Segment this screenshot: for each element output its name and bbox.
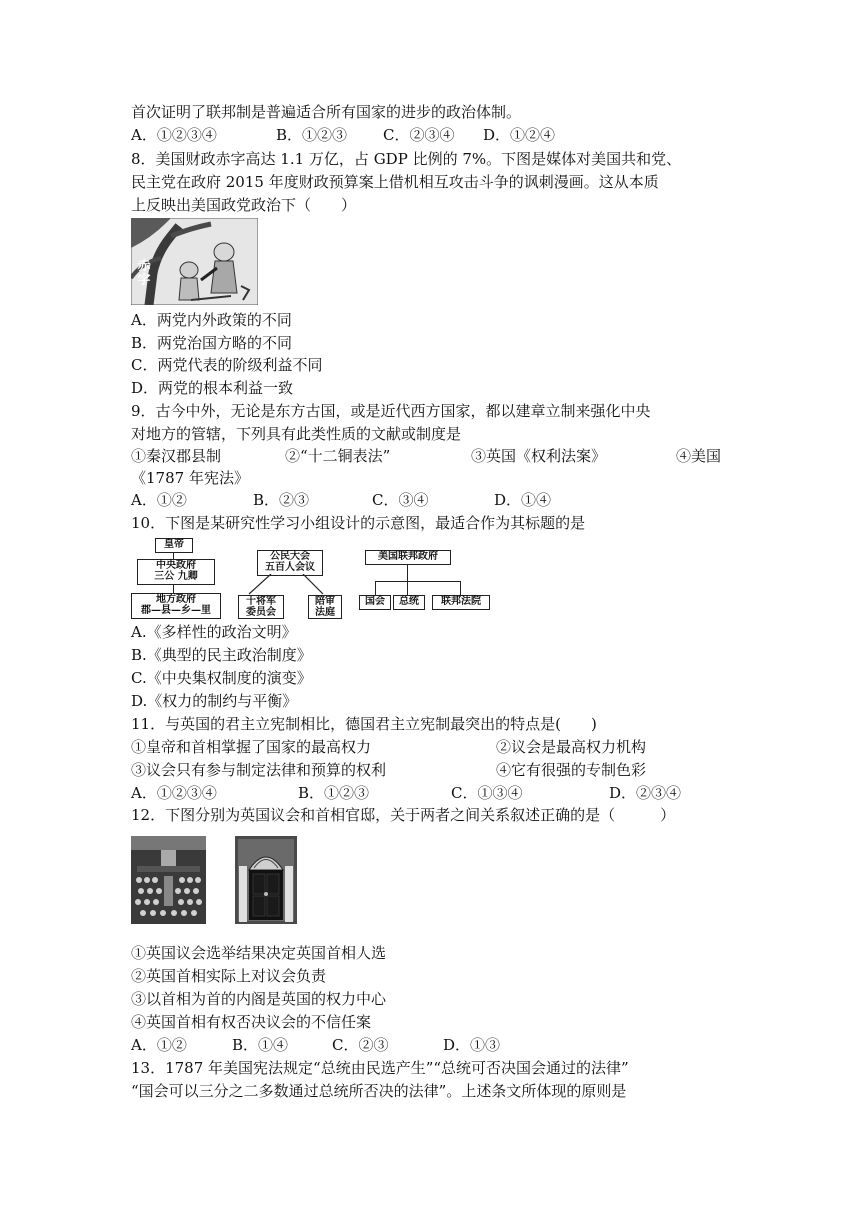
q11-item-3: ③议会只有参与制定法律和预算的权利 — [131, 761, 387, 779]
q12-stem: 12．下图分别为英国议会和首相官邸，关于两者之间关系叙述正确的是（ ） — [131, 806, 676, 824]
d1-central-line1: 中央政府 — [156, 560, 196, 571]
q11-item-4: ④它有很强的专制色彩 — [496, 761, 647, 779]
q8-stem-line1: 8．美国财政赤字高达 1.1 万亿，占 GDP 比例的 7%。下图是媒体对美国共和党、 — [131, 150, 682, 168]
q9-option-c: C．③④ — [372, 491, 429, 509]
parliament-photo — [131, 836, 206, 924]
d2-assembly-line2: 五百人会议 — [265, 562, 315, 573]
d3-court-box: 联邦法院 — [432, 595, 490, 610]
d1-local-line2: 郡—县—乡—里 — [141, 605, 211, 616]
q8-option-d: D．两党的根本利益一致 — [131, 379, 294, 397]
q9-item-3: ③英国《权利法案》 — [471, 447, 607, 465]
q8-option-b: B．两党治国方略的不同 — [131, 334, 293, 352]
q9-option-a: A．①② — [131, 491, 187, 509]
q13-stem-line2: “国会可以三分之二多数通过总统所否决的法律”。上述条文所体现的原则是 — [131, 1082, 627, 1100]
q12-item-4: ④英国首相有权否决议会的不信任案 — [131, 1013, 372, 1031]
q12-item-3: ③以首相为首的内阁是英国的权力中心 — [131, 990, 387, 1008]
q7-option-a: A．①②③④ — [131, 126, 217, 144]
q10-option-d: D.《权力的制约与平衡》 — [131, 692, 298, 710]
q11-option-b: B．①②③ — [298, 784, 370, 802]
q12-item-1: ①英国议会选举结果决定英国首相人选 — [131, 944, 387, 962]
downing-street-photo — [235, 836, 297, 924]
q8-option-a: A．两党内外政策的不同 — [131, 311, 292, 329]
q11-option-d: D．②③④ — [609, 784, 682, 802]
d3-president-box: 总统 — [393, 595, 425, 610]
q11-option-a: A．①②③④ — [131, 784, 217, 802]
q9-item-4: ④美国 — [676, 447, 722, 465]
q7-option-c: C．②③④ — [383, 126, 455, 144]
q12-item-2: ②英国首相实际上对议会负责 — [131, 967, 327, 985]
q9-stem-line2: 对地方的管辖，下列具有此类性质的文献或制度是 — [131, 425, 462, 443]
q12-option-d: D．①③ — [443, 1036, 501, 1054]
d3-congress-box: 国会 — [359, 595, 391, 610]
cartoon-image — [131, 218, 258, 305]
q11-item-1: ①皇帝和首相掌握了国家的最高权力 — [131, 738, 372, 756]
q8-option-c: C．两党代表的阶级利益不同 — [131, 356, 323, 374]
d1-central-box — [137, 559, 215, 585]
q9-item-2: ②“十二铜表法” — [285, 447, 391, 465]
q7-option-d: D．①②④ — [483, 126, 556, 144]
q9-option-d: D．①④ — [494, 491, 552, 509]
q10-option-c: C.《中央集权制度的演变》 — [131, 669, 312, 687]
q7-text-tail: 首次证明了联邦制是普遍适合所有国家的进步的政治体制。 — [131, 103, 522, 121]
d1-local-box — [131, 593, 221, 619]
q8-stem-line2: 民主党在政府 2015 年度财政预算案上借机相互攻击斗争的讽刺漫画。这从本质 — [131, 173, 659, 191]
d2-court-line2: 法庭 — [315, 607, 335, 618]
d2-generals-box — [238, 595, 284, 619]
q10-option-a: A.《多样性的政治文明》 — [131, 623, 297, 641]
q11-option-c: C．①③④ — [451, 784, 523, 802]
d2-court-line1: 陪审 — [315, 596, 335, 607]
q12-option-c: C．②③ — [332, 1036, 389, 1054]
q10-option-b: B.《典型的民主政治制度》 — [131, 646, 312, 664]
d1-local-line1: 地方政府 — [156, 594, 196, 605]
q11-stem: 11．与英国的君主立宪制相比，德国君主立宪制最突出的特点是( ) — [131, 715, 597, 733]
q9-stem-line3: 《1787 年宪法》 — [131, 469, 249, 487]
q9-stem-line1: 9．古今中外，无论是东方古国，或是近代西方国家，都以建章立制来强化中央 — [131, 402, 651, 420]
q9-item-1: ①秦汉郡县制 — [131, 447, 222, 465]
q8-stem-line3: 上反映出美国政党政治下（ ） — [131, 196, 357, 214]
q13-stem-line1: 13．1787 年美国宪法规定“总统由民选产生”“总统可否决国会通过的法律” — [131, 1059, 629, 1077]
q9-option-b: B．②③ — [253, 491, 310, 509]
q12-option-a: A．①② — [131, 1036, 187, 1054]
q10-diagram — [131, 538, 491, 618]
d2-generals-line1: 十将军 — [246, 596, 276, 607]
d2-assembly-box — [257, 550, 323, 576]
d2-court-box — [308, 595, 342, 619]
q12-option-b: B．①④ — [232, 1036, 289, 1054]
q11-item-2: ②议会是最高权力机构 — [496, 738, 647, 756]
d1-emperor-box: 皇帝 — [155, 538, 193, 553]
d1-central-line2: 三公 九卿 — [154, 571, 198, 582]
d3-federal-box: 美国联邦政府 — [365, 550, 451, 565]
q10-stem: 10．下图是某研究性学习小组设计的示意图，最适合作为其标题的是 — [131, 514, 586, 532]
q7-option-b: B．①②③ — [276, 126, 348, 144]
cartoon-deficit-label: 赤字 — [137, 259, 151, 288]
d2-generals-line2: 委员会 — [246, 607, 276, 618]
d2-assembly-line1: 公民大会 — [270, 551, 310, 562]
